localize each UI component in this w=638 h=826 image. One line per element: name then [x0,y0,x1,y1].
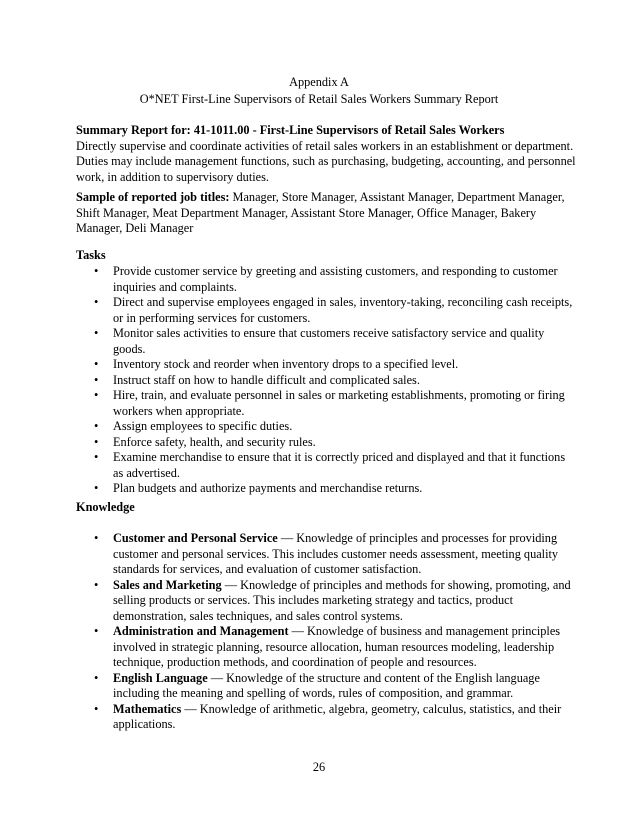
bullet-icon: • [94,388,99,402]
knowledge-description: — Knowledge of business and management principles involved in strategic planning, resource allocation, human resources modeling, leadership technique, production methods, and coordination of people and resources. [113,624,561,669]
list-item [76,671,576,702]
list-item: • Assign employees to specific duties. [94,419,293,433]
list-item: • Provide customer service by greeting and assisting customers, and responding to customer inquiries and complaints. [94,264,558,294]
list-item: • Hire, train, and evaluate personnel in sales or marketing establishments, promoting or firing workers when appropriate. [94,388,565,418]
knowledge-description: — Knowledge of principles and processes for providing customer and personal services. This includes customer needs assessment, meeting quality standards for services, and evaluation of customer satisfaction. [113,531,559,576]
bullet-icon: • [94,372,99,387]
list-item: • Inventory stock and reorder when inventory drops to a specified level. [94,357,459,371]
bullet-icon: • [94,326,99,340]
tasks-list [76,264,576,497]
knowledge-term: Administration and Management [113,624,289,638]
knowledge-heading: Knowledge [76,500,135,514]
bullet-icon: • [94,357,99,371]
list-item: • Enforce safety, health, and security rules. [94,434,316,449]
job-titles-paragraph [76,190,576,237]
list-item: • Direct and supervise employees engaged in sales, inventory-taking, reconciling cash receipts, or in performing services for customers. [94,295,573,325]
list-item [76,578,576,625]
bullet-icon: • [94,481,99,495]
bullet-icon: • [94,670,99,685]
report-title: O*NET First-Line Supervisors of Retail Sales Workers Summary Report [139,92,499,106]
bullet-icon: • [94,419,99,433]
list-item: • Examine merchandise to ensure that it is correctly priced and displayed and that it functions as advertised. [94,450,566,480]
job-titles-section [76,190,576,237]
knowledge-term: English Language [113,670,208,685]
knowledge-description: — Knowledge of the structure and content of the English language including the meaning and spelling of words, rules of composition, and grammar. [113,670,540,700]
bullet-icon: • [94,531,99,545]
bullet-icon: • [94,701,99,716]
bullet-icon: • [94,624,99,638]
job-titles-text: Manager, Store Manager, Assistant Manager, Department Manager, Shift Manager, Meat Department Manager, Assistant Store Manager, Office Manager, Bakery Manager, Deli Manager [76,190,565,235]
knowledge-term: Sales and Marketing [113,577,222,592]
summary-section [76,123,576,185]
knowledge-term: Mathematics [113,701,182,716]
summary-description: Directly supervise and coordinate activities of retail sales workers in an establishment or department. Duties may include management functions, such as purchasing, budgeting, accounting, and personnel work, in addition to supervisory duties. [76,138,576,184]
list-item: • Plan budgets and authorize payments and merchandise returns. [94,481,423,495]
list-item: • Monitor sales activities to ensure that customers receive satisfactory service and quality goods. [94,326,545,356]
bullet-icon: • [94,264,99,278]
job-titles-label: Sample of reported job titles: [76,190,230,204]
knowledge-description: — Knowledge of arithmetic, algebra, geometry, calculus, statistics, and their applications. [113,701,562,731]
knowledge-list [76,531,576,733]
list-item [76,702,576,733]
list-item [76,531,576,578]
tasks-heading: Tasks [76,248,106,262]
summary-label: Summary Report for: 41-1011.00 - First-Line Supervisors of Retail Sales Workers [76,123,505,137]
page-number: 26 [312,760,326,774]
knowledge-term: Customer and Personal Service [113,531,278,545]
bullet-icon: • [94,450,99,464]
list-item [76,624,576,671]
knowledge-description: — Knowledge of principles and methods for showing, promoting, and selling products or services. This includes marketing strategy and tactics, product demonstration, sales techniques, and sales control systems. [113,577,571,623]
appendix-label: Appendix A [289,75,349,89]
bullet-icon: • [94,434,99,449]
bullet-icon: • [94,577,99,592]
bullet-icon: • [94,295,99,309]
list-item: • Instruct staff on how to handle difficult and complicated sales. [94,372,420,387]
